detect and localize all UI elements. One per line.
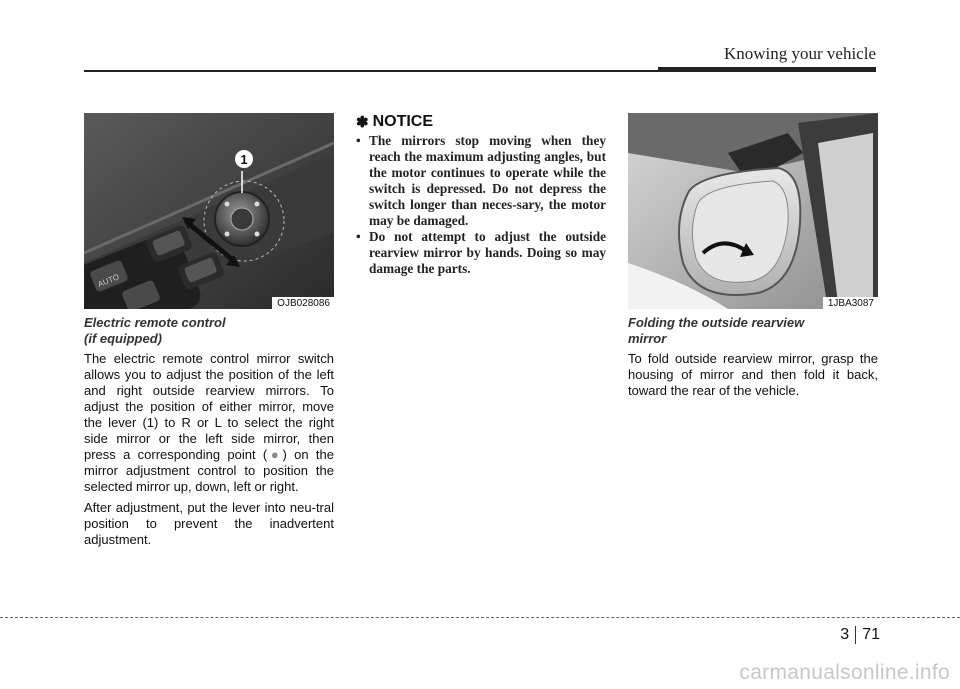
image-code: OJB028086 xyxy=(272,297,334,309)
paragraph-2: After adjustment, put the lever into neu-tral position to prevent the inadvertent adjustment. xyxy=(84,500,334,547)
notice-heading xyxy=(356,113,606,131)
page-separator xyxy=(855,626,856,644)
header-rule-accent xyxy=(658,67,876,72)
footer-rule xyxy=(0,617,960,618)
caption-line-2: mirror xyxy=(628,331,667,346)
notice-title: NOTICE xyxy=(372,113,434,130)
mirror-fold-illustration xyxy=(628,113,878,309)
asterisk-icon: ✽ xyxy=(356,114,369,131)
header-title: Knowing your vehicle xyxy=(723,44,876,63)
right-column xyxy=(628,113,878,404)
mirror-switch-illustration xyxy=(84,113,334,309)
auto-label: AUTO xyxy=(96,272,121,289)
notice-item: • Do not attempt to adjust the outside rearview mirror by hands. Doing so may damage the parts. xyxy=(356,229,606,277)
caption-line-1: Folding the outside rearview xyxy=(628,315,805,330)
header-rule xyxy=(84,70,660,72)
notice-item: • The mirrors stop moving when they reach the maximum adjusting angles, but the motor continues to operate while the switch is depressed. Do not depress the switch longer than neces-sary, the motor may be damaged. xyxy=(356,133,606,229)
notice-list xyxy=(356,133,606,277)
notice-column xyxy=(356,113,606,277)
mirror-switch-photo xyxy=(84,113,334,309)
caption-line-1: Electric remote control xyxy=(84,315,226,330)
page-number xyxy=(840,626,880,644)
mirror-fold-photo xyxy=(628,113,878,309)
section-caption xyxy=(628,315,878,347)
chapter-number: 3 xyxy=(840,626,850,643)
watermark: carmanualsonline.info xyxy=(739,661,950,684)
left-column xyxy=(84,113,334,553)
paragraph-1: The electric remote control mirror switch allows you to adjust the position of the left and right outside rearview mirrors. To adjust the position of either mirror, move the lever (1) to R or L to select the right side mirror or the left side mirror, then press a corresponding point (●) on the mirror adjustment control to position the selected mirror up, down, left or right. xyxy=(84,351,335,494)
caption-line-2: (if equipped) xyxy=(84,331,162,346)
section-caption xyxy=(84,315,334,347)
press-point-symbol: ● xyxy=(267,447,283,462)
image-code: 1JBA3087 xyxy=(823,297,878,309)
page-number-value: 71 xyxy=(862,626,880,643)
callout-number: 1 xyxy=(240,152,248,167)
paragraph: To fold outside rearview mirror, grasp the housing of mirror and then fold it back, toward the rear of the vehicle. xyxy=(628,351,878,398)
